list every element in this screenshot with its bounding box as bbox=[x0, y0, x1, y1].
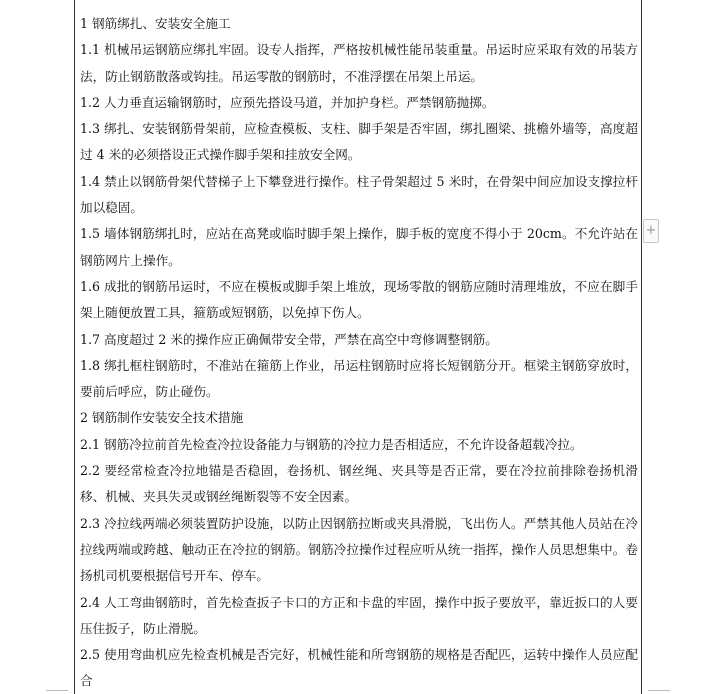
table-cell-frame bbox=[74, 0, 642, 694]
add-row-plus-icon[interactable]: + bbox=[643, 219, 659, 243]
paragraph-1-5: 1.5 墙体钢筋绑扎时，应站在高凳或临时脚手架上操作，脚手板的宽度不得小于 20cm。不允许站在钢筋网片上操作。 bbox=[80, 226, 638, 268]
paragraph-1-4: 1.4 禁止以钢筋骨架代替梯子上下攀登进行操作。柱子骨架超过 5 米时，在骨架中间应加设支撑拉杆加以稳固。 bbox=[80, 173, 638, 216]
document-content bbox=[80, 11, 638, 694]
page-corner-mark-right bbox=[648, 690, 670, 691]
paragraph-1-1: 1.1 机械吊运钢筋应绑扎牢固。设专人指挥，严格按机械性能吊装重量。吊运时应采取有效的吊装方法，防止钢筋散落或钩挂。吊运零散的钢筋时，不准浮摆在吊架上吊运。 bbox=[80, 42, 638, 84]
page-corner-mark-left bbox=[46, 690, 68, 691]
paragraph-1-6: 1.6 成批的钢筋吊运时，不应在模板或脚手架上堆放，现场零散的钢筋应随时清理堆放，不应在脚手架上随便放置工具，箍筋或短钢筋，以免掉下伤人。 bbox=[80, 278, 638, 321]
section-heading: 2 钢筋制作安装安全技术措施 bbox=[80, 410, 244, 426]
paragraph-2-5: 2.5 使用弯曲机应先检查机械是否完好，机械性能和所弯钢筋的规格是否配匹，运转中操作人员应配合 bbox=[80, 647, 638, 689]
paragraph-2-2: 2.2 要经常检查冷拉地锚是否稳固，卷扬机、钢丝绳、夹具等是否正常，要在冷拉前排除卷扬机滑移、机械、夹具失灵或钢丝绳断裂等不安全因素。 bbox=[80, 463, 638, 505]
paragraph-2-4: 2.4 人工弯曲钢筋时，首先检查扳子卡口的方正和卡盘的牢固，操作中扳子要放平，靠近扳口的人要压住扳子，防止滑脱。 bbox=[80, 594, 638, 636]
section-heading: 1 钢筋绑扎、安装安全施工 bbox=[80, 16, 231, 31]
paragraph-2-1: 2.1 钢筋冷拉前首先检查冷拉设备能力与钢筋的冷拉力是否相适应，不允许设备超载冷拉。 bbox=[80, 436, 583, 452]
paragraph-1-2: 1.2 人力垂直运输钢筋时，应预先搭设马道，并加护身栏。严禁钢筋抛掷。 bbox=[80, 94, 495, 110]
paragraph-2-3: 2.3 冷拉线两端必须装置防护设施，以防止因钢筋拉断或夹具滑脱，飞出伤人。严禁其他人员站在冷拉线两端或跨越、触动正在冷拉的钢筋。钢筋冷拉操作过程应听从统一指挥，操作人员思想集中。卷扬机司机要根据信号开车、停车。 bbox=[80, 515, 638, 584]
paragraph-1-3: 1.3 绑扎、安装钢筋骨架前，应检查模板、支柱、脚手架是否牢固，绑扎圈梁、挑檐外墙等，高度超过 4 米的必须搭设正式操作脚手架和挂放安全网。 bbox=[80, 121, 638, 163]
paragraph-1-7: 1.7 高度超过 2 米的操作应正确佩带安全带，严禁在高空中弯修调整钢筋。 bbox=[80, 331, 498, 347]
paragraph-1-8: 1.8 绑扎框柱钢筋时，不准站在箍筋上作业，吊运柱钢筋时应将长短钢筋分开。框梁主钢筋穿放时，要前后呼应，防止碰伤。 bbox=[80, 357, 638, 400]
